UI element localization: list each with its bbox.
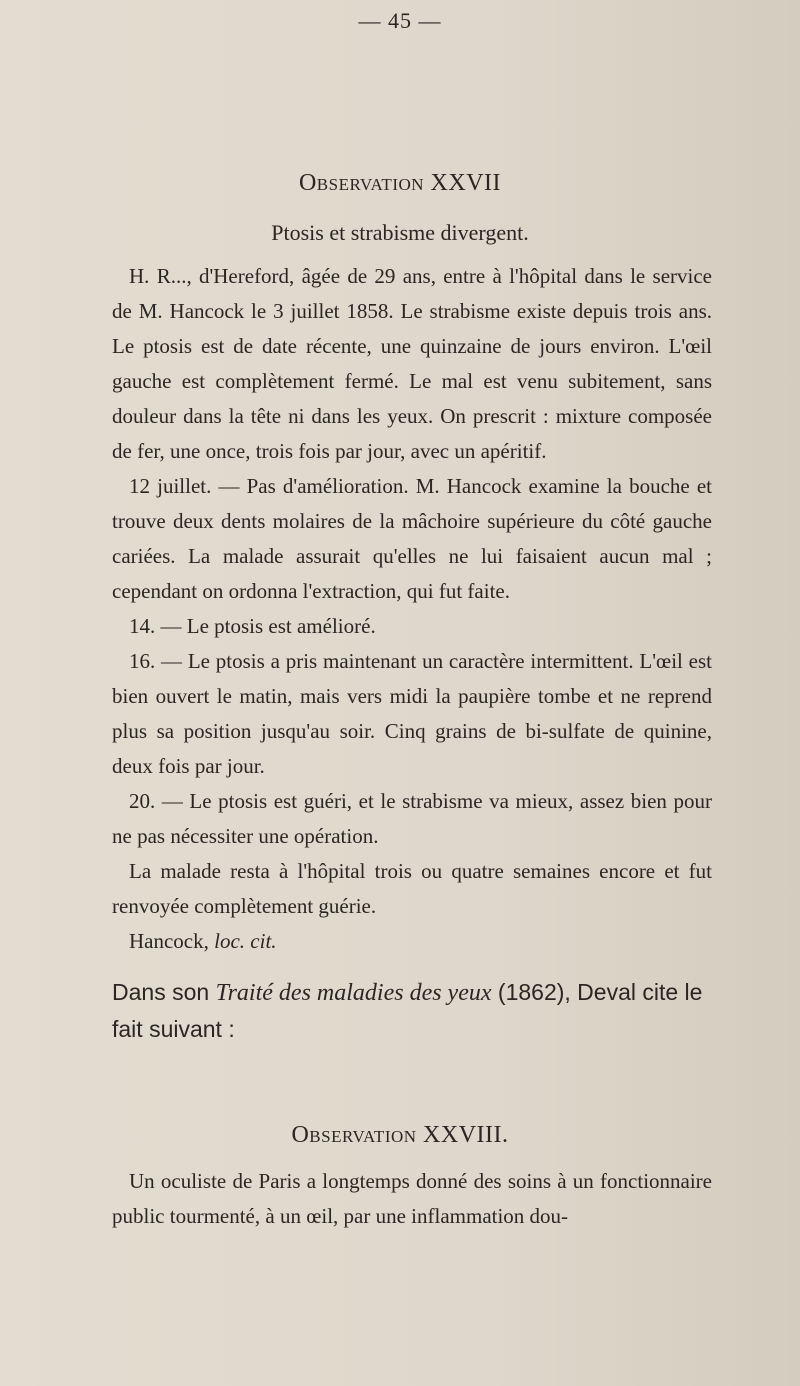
page-number: — 45 — (358, 8, 442, 33)
book-title: Traité des maladies des yeux (215, 980, 492, 1006)
paragraph: Un oculiste de Paris a longtemps donné des soins à un fonctionnaire public tourmenté, à un œil, par une inflammation dou- (112, 1169, 712, 1228)
paragraph: 14. — Le ptosis est amélioré. (129, 614, 376, 638)
paragraph: La malade resta à l'hôpital trois ou quatre semaines encore et fut renvoyée complètement guérie. (112, 859, 712, 918)
source-citation (112, 924, 712, 959)
observation-subtitle: Ptosis et strabisme divergent. (271, 220, 529, 245)
paragraph: 16. — Le ptosis a pris maintenant un caractère intermittent. L'œil est bien ouvert le matin, mais vers midi la paupière tombe et ne reprend plus sa position jusqu'au soir. Cinq grains de bi-sulfate de quinine, deux fois par jour. (112, 649, 712, 778)
paragraph: H. R..., d'Hereford, âgée de 29 ans, entre à l'hôpital dans le service de M. Hancock le 3 juillet 1858. Le strabisme existe depuis trois ans. Le ptosis est de date récente, une quinzaine de jours environ. L'œil gauche est complètement fermé. Le mal est venu subitement, sans douleur dans la tête ni dans les yeux. On prescrit : mixture composée de fer, une once, trois fois par jour, avec un apéritif. (112, 264, 712, 463)
transition-text (112, 974, 712, 1047)
transition-after: (1862), Deval cite le fait suivant : (112, 979, 703, 1042)
observation-body (112, 259, 712, 959)
paragraph: 12 juillet. — Pas d'amélioration. M. Hancock examine la bouche et trouve deux dents molaires de la mâchoire supérieure du côté gauche cariées. La malade assurait qu'elles ne lui faisaient aucun mal ; cependant on ordonna l'extraction, qui fut faite. (112, 474, 712, 603)
observation-body (112, 1164, 712, 1234)
source-author: Hancock, (129, 929, 209, 953)
transition-before: Dans son (112, 979, 216, 1005)
observation-heading: Observation XXVIII. (291, 1122, 509, 1148)
source-cite: loc. cit. (214, 929, 277, 953)
observation-heading: Observation XXVII (298, 170, 502, 196)
paragraph: 20. — Le ptosis est guéri, et le strabisme va mieux, assez bien pour ne pas nécessiter une opération. (112, 789, 712, 848)
